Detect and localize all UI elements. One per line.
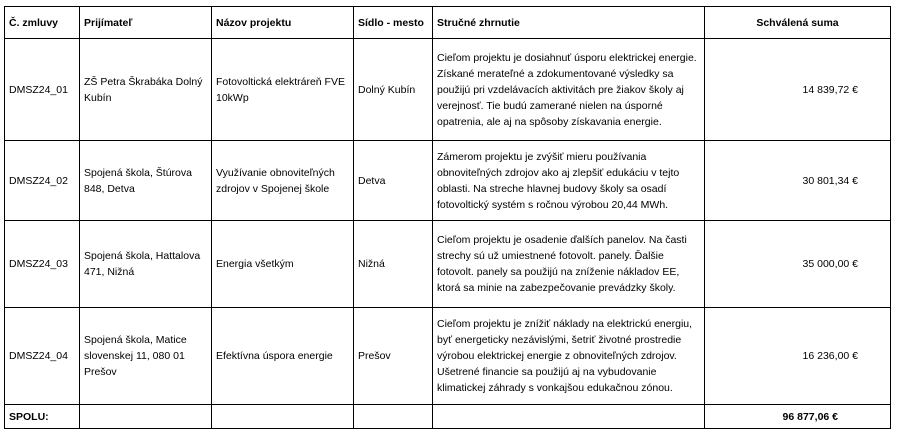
summary-cell: Cieľom projektu je dosiahnuť úsporu elektrickej energie. Získané merateľné a zdokumentované výsledky sa použijú pri vzdelávacích aktivitách pre žiakov školy aj verejnosť. Tie budú zamerané nielen na úsporné opatrenia, ale aj na spôsoby získavania energie. [433, 39, 705, 141]
recipient-cell: ZŠ Petra Škrabáka Dolný Kubín [80, 39, 212, 141]
summary-cell: Zámerom projektu je zvýšiť mieru používania obnoviteľných zdrojov ako aj zlepšiť edukáciu v tejto oblasti. Na streche hlavnej budovy školy sa osadí fotovoltický systém s ročnou výrobou 20,44 MWh. [433, 141, 705, 221]
table-header-row [5, 7, 891, 39]
recipient-cell: Spojená škola, Hattalova 471, Nižná [80, 221, 212, 308]
amount-cell: 14 839,72 € [705, 39, 891, 141]
contract-number-cell: DMSZ24_04 [5, 308, 80, 405]
amount-cell: 35 000,00 € [705, 221, 891, 308]
total-row [5, 405, 891, 429]
empty-cell [212, 405, 354, 429]
table-row [5, 308, 891, 405]
contract-number-cell: DMSZ24_02 [5, 141, 80, 221]
project-name-cell: Fotovoltická elektráreň FVE 10kWp [212, 39, 354, 141]
grants-table [4, 6, 891, 429]
table-row [5, 221, 891, 308]
summary-cell: Cieľom projektu je osadenie ďalších panelov. Na časti strechy sú už umiestnené fotovolt. panely. Ďalšie fotovolt. panely sa použijú na zníženie nákladov EE, ktorá sa minie na zabezpečovanie prevádzky školy. [433, 221, 705, 308]
city-cell: Nižná [354, 221, 433, 308]
empty-cell [354, 405, 433, 429]
summary-cell: Cieľom projektu je znížiť náklady na elektrickú energiu, byť energeticky nezávislými, šetriť životné prostredie výrobou elektrickej energie z obnoviteľných zdrojov. Ušetrené financie sa použijú aj na vybudovanie klimatickej záhrady s vonkajšou edukačnou zónou. [433, 308, 705, 405]
table-row [5, 141, 891, 221]
total-amount: 96 877,06 € [705, 405, 891, 429]
header-contract-number: Č. zmluvy [5, 7, 80, 39]
header-project-name: Názov projektu [212, 7, 354, 39]
contract-number-cell: DMSZ24_03 [5, 221, 80, 308]
header-recipient: Prijímateľ [80, 7, 212, 39]
amount-cell: 30 801,34 € [705, 141, 891, 221]
empty-cell [433, 405, 705, 429]
header-approved-amount: Schválená suma [705, 7, 891, 39]
city-cell: Dolný Kubín [354, 39, 433, 141]
project-name-cell: Využívanie obnoviteľných zdrojov v Spojenej škole [212, 141, 354, 221]
contract-number-cell: DMSZ24_01 [5, 39, 80, 141]
document-page [4, 6, 891, 429]
header-summary: Stručné zhrnutie [433, 7, 705, 39]
table-row [5, 39, 891, 141]
total-label: SPOLU: [5, 405, 80, 429]
header-city: Sídlo - mesto [354, 7, 433, 39]
project-name-cell: Efektívna úspora energie [212, 308, 354, 405]
recipient-cell: Spojená škola, Štúrova 848, Detva [80, 141, 212, 221]
project-name-cell: Energia všetkým [212, 221, 354, 308]
city-cell: Detva [354, 141, 433, 221]
recipient-cell: Spojená škola, Matice slovenskej 11, 080 01 Prešov [80, 308, 212, 405]
empty-cell [80, 405, 212, 429]
city-cell: Prešov [354, 308, 433, 405]
amount-cell: 16 236,00 € [705, 308, 891, 405]
